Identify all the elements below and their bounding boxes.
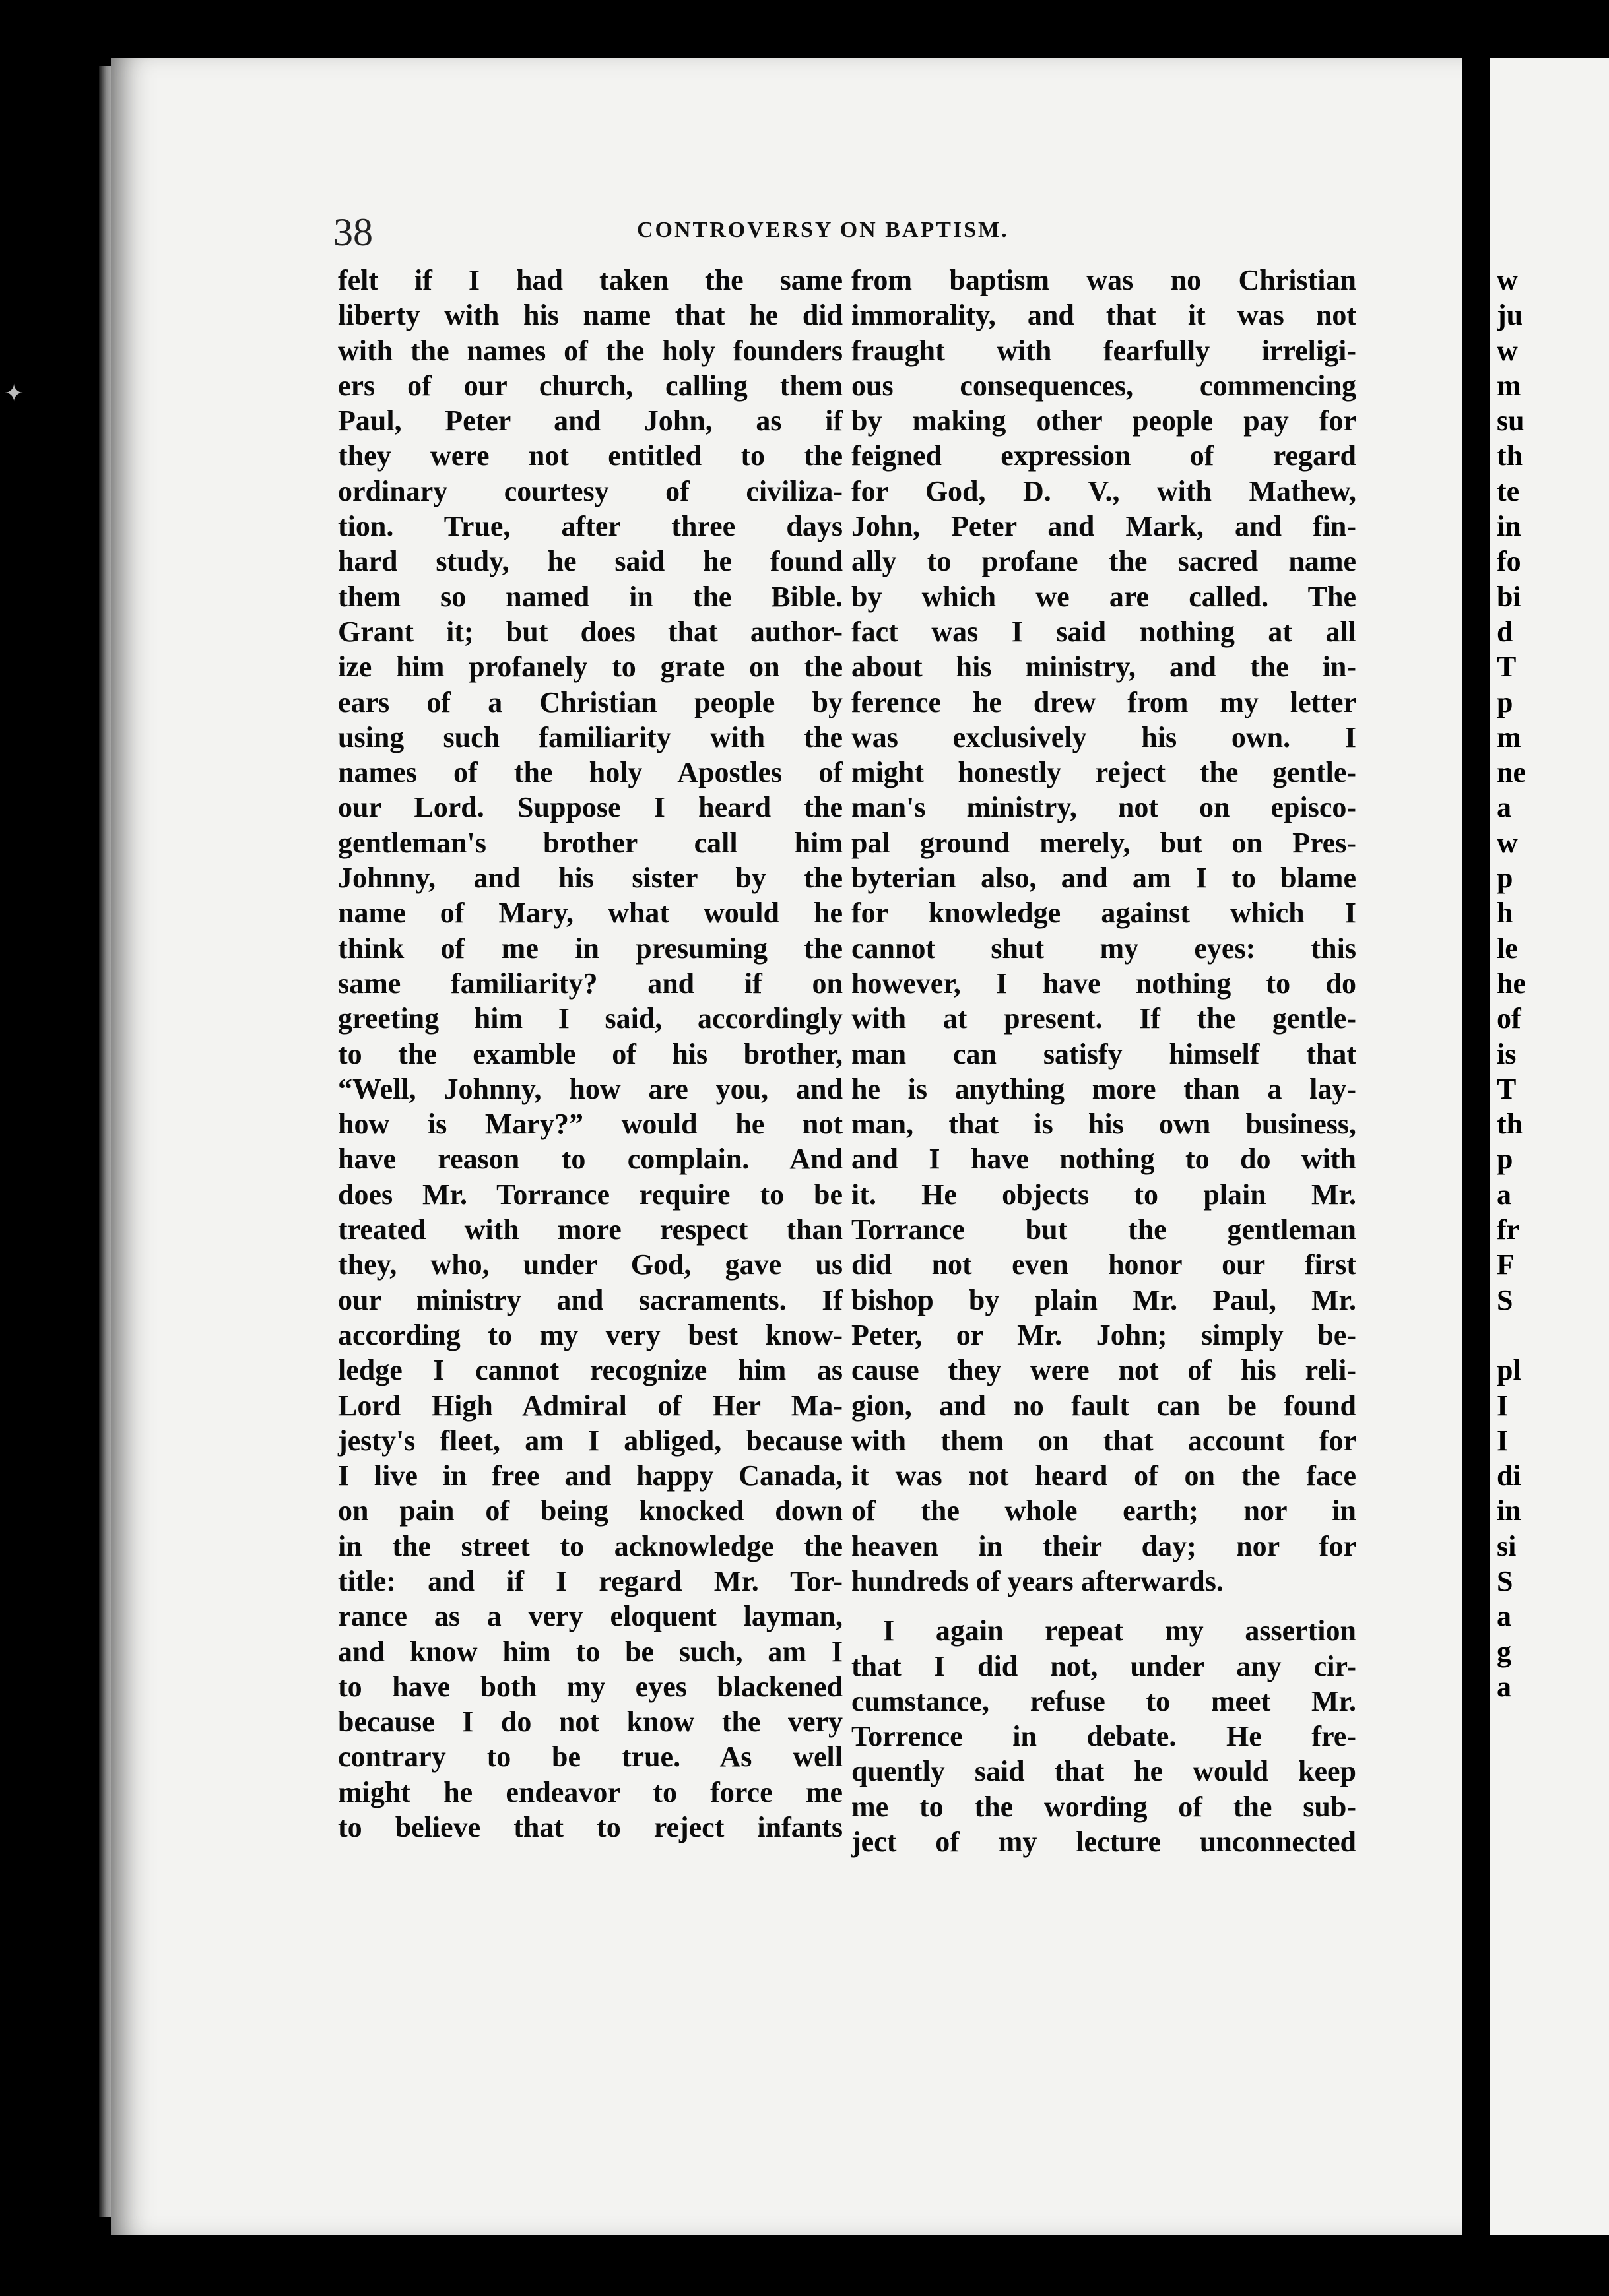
- text-line: feigned expression of regard: [851, 439, 1356, 472]
- fragment-line: th: [1497, 439, 1523, 472]
- text-line: jesty's fleet, am I abliged, because: [338, 1424, 843, 1457]
- text-line: to the examble of his brother,: [338, 1037, 843, 1070]
- fragment-line: su: [1497, 404, 1525, 437]
- text-line: how is Mary?” would he not: [338, 1108, 843, 1141]
- text-line: ally to profane the sacred name: [851, 545, 1356, 578]
- text-line: Grant it; but does that author-: [338, 615, 843, 648]
- fragment-line: th: [1497, 1108, 1523, 1141]
- fragment-line: p: [1497, 686, 1513, 718]
- fragment-line: p: [1497, 862, 1513, 895]
- text-line: ize him profanely to grate on the: [338, 651, 843, 684]
- text-line: ference he drew from my letter: [851, 686, 1356, 718]
- text-line: hundreds of years afterwards.: [851, 1564, 1224, 1597]
- fragment-line: pl: [1497, 1354, 1521, 1387]
- text-line: about his ministry, and the in-: [851, 651, 1356, 684]
- fragment-line: ne: [1497, 756, 1526, 789]
- text-line: using such familiarity with the: [338, 720, 843, 753]
- text-line: they, who, under God, gave us: [338, 1248, 843, 1281]
- text-line: names of the holy Apostles of: [338, 756, 843, 789]
- running-head: [333, 210, 1066, 256]
- text-line: ject of my lecture unconnected: [851, 1826, 1356, 1859]
- text-line: name of Mary, what would he: [338, 897, 843, 930]
- scan-speck: ✦: [4, 380, 24, 406]
- text-line: “Well, Johnny, how are you, and: [338, 1072, 843, 1105]
- text-line: pal ground merely, but on Pres-: [851, 826, 1356, 859]
- text-line: they were not entitled to the: [338, 439, 843, 472]
- text-line: ers of our church, calling them: [338, 369, 843, 402]
- text-line: might he endeavor to force me: [338, 1775, 843, 1808]
- left-text-column: [338, 263, 843, 1845]
- text-line: same familiarity? and if on: [338, 967, 843, 1000]
- text-line: because I do not know the very: [338, 1706, 843, 1738]
- text-line: it was not heard of on the face: [851, 1459, 1356, 1492]
- fragment-line: a: [1497, 1178, 1511, 1211]
- fragment-line: he: [1497, 967, 1526, 1000]
- text-line: Paul, Peter and John, as if: [338, 404, 843, 437]
- fragment-line: [1497, 1318, 1609, 1353]
- fragment-line: I: [1497, 1424, 1509, 1457]
- text-line: quently said that he would keep: [851, 1755, 1356, 1788]
- text-line: does Mr. Torrance require to be: [338, 1178, 843, 1211]
- text-line: it. He objects to plain Mr.: [851, 1178, 1356, 1211]
- text-line: tion. True, after three days: [338, 510, 843, 543]
- text-line: I again repeat my assertion: [883, 1614, 1356, 1647]
- text-line: our Lord. Suppose I heard the: [338, 791, 843, 824]
- fragment-line: bi: [1497, 580, 1521, 613]
- text-line: Lord High Admiral of Her Ma-: [338, 1389, 843, 1422]
- fragment-line: te: [1497, 474, 1520, 507]
- text-line: for knowledge against which I: [851, 897, 1356, 930]
- text-line: from baptism was no Christian: [851, 264, 1356, 296]
- text-line: fact was I said nothing at all: [851, 615, 1356, 648]
- fragment-line: w: [1497, 264, 1518, 296]
- text-line: John, Peter and Mark, and fin-: [851, 510, 1356, 543]
- text-line: and I have nothing to do with: [851, 1143, 1356, 1176]
- fragment-line: of: [1497, 1002, 1521, 1035]
- fragment-line: in: [1497, 1494, 1521, 1527]
- text-line: them so named in the Bible.: [338, 580, 843, 613]
- fragment-line: ju: [1497, 299, 1523, 332]
- text-line: have reason to complain. And: [338, 1143, 843, 1176]
- page-number: 38: [333, 210, 373, 254]
- fragment-line: is: [1497, 1037, 1517, 1070]
- paragraph-gap: [851, 1599, 1356, 1613]
- text-line: gentleman's brother call him: [338, 826, 843, 859]
- text-line: fraught with fearfully irreligi-: [851, 334, 1356, 367]
- fragment-line: m: [1497, 720, 1521, 753]
- text-line: byterian also, and am I to blame: [851, 862, 1356, 895]
- fragment-line: a: [1497, 791, 1511, 824]
- text-line: me to the wording of the sub-: [851, 1790, 1356, 1823]
- text-line: he is anything more than a lay-: [851, 1072, 1356, 1105]
- text-line: rance as a very eloquent layman,: [338, 1600, 843, 1633]
- fragment-line: S: [1497, 1564, 1513, 1597]
- text-line: to have both my eyes blackened: [338, 1670, 843, 1703]
- text-line: with them on that account for: [851, 1424, 1356, 1457]
- text-line: that I did not, under any cir-: [851, 1649, 1356, 1682]
- facing-page-text-fragments: [1497, 263, 1609, 1704]
- fragment-line: g: [1497, 1635, 1511, 1668]
- fragment-line: m: [1497, 369, 1521, 402]
- fragment-line: F: [1497, 1248, 1515, 1281]
- text-line: might honestly reject the gentle-: [851, 756, 1356, 789]
- text-line: man can satisfy himself that: [851, 1037, 1356, 1070]
- text-line: was exclusively his own. I: [851, 720, 1356, 753]
- text-line: heaven in their day; nor for: [851, 1529, 1356, 1562]
- text-line: in the street to acknowledge the: [338, 1529, 843, 1562]
- text-line: ous consequences, commencing: [851, 369, 1356, 402]
- text-line: by which we are called. The: [851, 580, 1356, 613]
- fragment-line: a: [1497, 1670, 1511, 1703]
- text-line: for God, D. V., with Mathew,: [851, 474, 1356, 507]
- fragment-line: h: [1497, 897, 1513, 930]
- text-line: cannot shut my eyes: this: [851, 932, 1356, 965]
- text-line: did not even honor our first: [851, 1248, 1356, 1281]
- fragment-line: a: [1497, 1600, 1511, 1633]
- fragment-line: fo: [1497, 545, 1521, 578]
- text-line: think of me in presuming the: [338, 932, 843, 965]
- text-line: to believe that to reject infants: [338, 1811, 843, 1844]
- fragment-line: w: [1497, 826, 1518, 859]
- fragment-line: T: [1497, 1072, 1517, 1105]
- text-line: treated with more respect than: [338, 1213, 843, 1246]
- text-line: of the whole earth; nor in: [851, 1494, 1356, 1527]
- fragment-line: le: [1497, 932, 1518, 965]
- text-line: ledge I cannot recognize him as: [338, 1354, 843, 1387]
- text-line: Peter, or Mr. John; simply be-: [851, 1318, 1356, 1351]
- text-line: with at present. If the gentle-: [851, 1002, 1356, 1035]
- text-line: I live in free and happy Canada,: [338, 1459, 843, 1492]
- text-line: with the names of the holy founders: [338, 334, 843, 367]
- text-line: according to my very best know-: [338, 1318, 843, 1351]
- text-line: Johnny, and his sister by the: [338, 862, 843, 895]
- fragment-line: T: [1497, 651, 1517, 684]
- text-line: liberty with his name that he did: [338, 299, 843, 332]
- fragment-line: di: [1497, 1459, 1521, 1492]
- text-line: gion, and no fault can be found: [851, 1389, 1356, 1422]
- text-line: on pain of being knocked down: [338, 1494, 843, 1527]
- text-line: contrary to be true. As well: [338, 1740, 843, 1773]
- fragment-line: si: [1497, 1529, 1517, 1562]
- text-line: ears of a Christian people by: [338, 686, 843, 718]
- text-line: hard study, he said he found: [338, 545, 843, 578]
- text-line: cumstance, refuse to meet Mr.: [851, 1684, 1356, 1717]
- fragment-line: S: [1497, 1283, 1513, 1316]
- fragment-line: w: [1497, 334, 1518, 367]
- text-line: and know him to be such, am I: [338, 1635, 843, 1668]
- fragment-line: d: [1497, 615, 1513, 648]
- text-line: by making other people pay for: [851, 404, 1356, 437]
- text-line: our ministry and sacraments. If: [338, 1283, 843, 1316]
- text-line: title: and if I regard Mr. Tor-: [338, 1564, 843, 1597]
- text-line: man's ministry, not on episco-: [851, 791, 1356, 824]
- text-line: Torrance but the gentleman: [851, 1213, 1356, 1246]
- text-line: however, I have nothing to do: [851, 967, 1356, 1000]
- fragment-line: fr: [1497, 1213, 1520, 1246]
- text-line: Torrence in debate. He fre-: [851, 1720, 1356, 1753]
- right-text-column: [851, 263, 1356, 1859]
- text-line: immorality, and that it was not: [851, 299, 1356, 332]
- running-title: CONTROVERSY ON BAPTISM.: [637, 218, 1009, 242]
- fragment-line: p: [1497, 1143, 1513, 1176]
- text-line: greeting him I said, accordingly: [338, 1002, 843, 1035]
- text-line: cause they were not of his reli-: [851, 1354, 1356, 1387]
- text-line: ordinary courtesy of civiliza-: [338, 474, 843, 507]
- fragment-line: in: [1497, 510, 1521, 543]
- text-line: bishop by plain Mr. Paul, Mr.: [851, 1283, 1356, 1316]
- text-line: felt if I had taken the same: [338, 264, 843, 296]
- fragment-line: I: [1497, 1389, 1509, 1422]
- text-line: man, that is his own business,: [851, 1108, 1356, 1141]
